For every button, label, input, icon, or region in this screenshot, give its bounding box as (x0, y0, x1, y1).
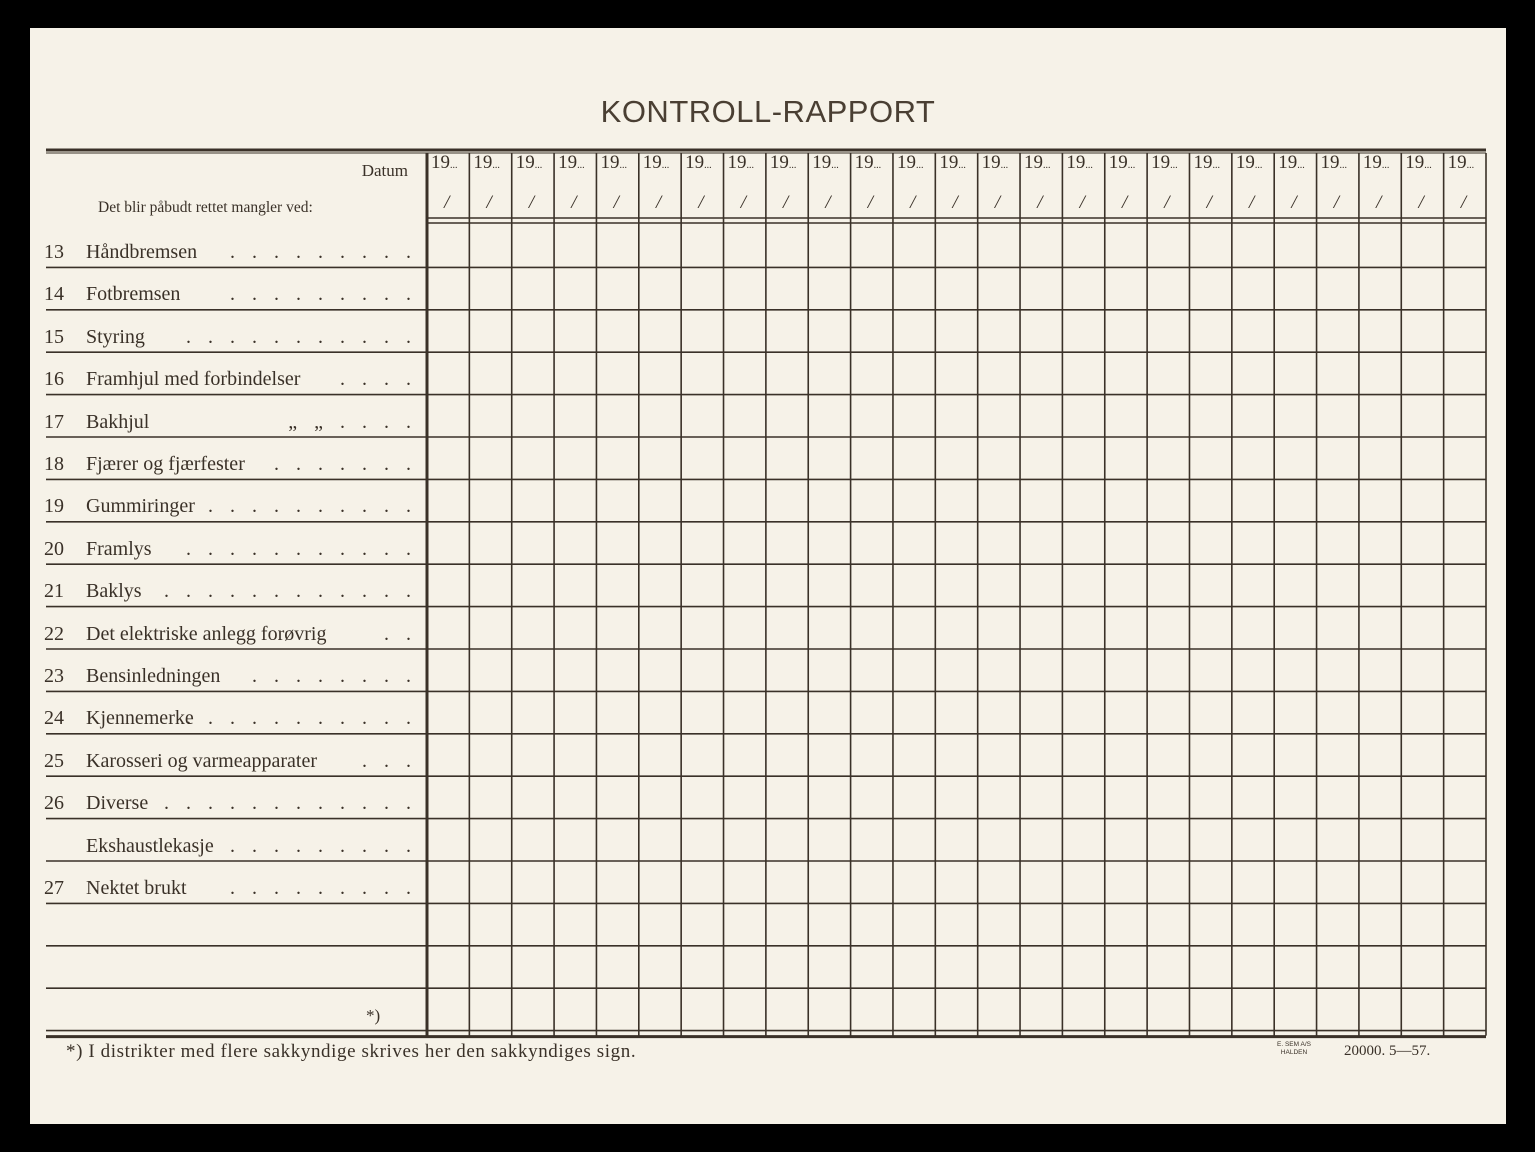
date-year-field[interactable] (431, 152, 458, 174)
year-prefix: 19 (558, 152, 578, 173)
row-label: Framlys (86, 537, 152, 560)
year-prefix: 19 (1193, 152, 1213, 173)
date-day-month-field[interactable]: / (1206, 192, 1212, 213)
date-day-month-field[interactable]: / (740, 192, 746, 213)
date-year-field[interactable] (1321, 152, 1348, 174)
date-year-field[interactable] (643, 152, 670, 174)
year-prefix: 19 (1278, 152, 1298, 173)
date-year-field[interactable] (897, 152, 924, 174)
date-year-field[interactable] (1151, 152, 1178, 174)
year-prefix: 19 (642, 152, 662, 173)
date-day-month-field[interactable]: / (1164, 192, 1170, 213)
year-blank: ... (577, 160, 585, 171)
row-label: Framhjul med forbindelser (86, 368, 301, 391)
row-label: Styring (86, 325, 145, 348)
date-year-field[interactable] (1109, 152, 1136, 174)
date-year-field[interactable] (1066, 152, 1093, 174)
row-leader-dots: . . . . . . . (274, 453, 417, 475)
date-day-month-field[interactable]: / (613, 192, 619, 213)
row-label: Kjennemerke (86, 707, 194, 730)
row-number: 27 (44, 877, 64, 899)
row-number: 26 (44, 792, 64, 815)
date-day-month-field[interactable]: / (952, 192, 958, 213)
row-label: Det elektriske anlegg forøvrig (86, 622, 327, 645)
year-blank: ... (619, 160, 627, 171)
datum-label: Datum (361, 161, 408, 180)
year-blank: ... (704, 160, 712, 171)
row-number: 25 (44, 749, 64, 772)
date-year-field[interactable] (1448, 152, 1475, 174)
row-number: 15 (44, 325, 64, 348)
footnote: *) I distrikter med flere sakkyndige skrives her den sakkyndiges sign. (66, 1041, 637, 1062)
year-blank: ... (915, 160, 924, 171)
row-leader-dots: . . . . . . . . . . . . (164, 792, 417, 815)
date-day-month-field[interactable]: / (825, 192, 831, 213)
date-year-field[interactable] (1363, 152, 1390, 174)
year-prefix: 19 (1320, 152, 1340, 173)
year-blank: ... (1043, 160, 1051, 171)
date-year-field[interactable] (600, 152, 627, 174)
year-prefix: 19 (812, 152, 832, 173)
row-number: 17 (44, 410, 64, 433)
year-blank: ... (534, 160, 543, 171)
date-year-field[interactable] (855, 152, 882, 174)
row-leader-dots: . . . . . . . . . (230, 241, 417, 263)
row-leader-dots: . . . (362, 749, 417, 772)
year-blank: ... (1466, 160, 1475, 171)
date-day-month-field[interactable]: / (1460, 192, 1467, 213)
date-day-month-field[interactable]: / (655, 192, 662, 213)
date-year-field[interactable] (1024, 152, 1051, 174)
row-label: Baklys (86, 580, 142, 603)
year-prefix: 19 (685, 152, 705, 173)
year-prefix: 19 (1024, 152, 1044, 173)
date-day-month-field[interactable]: / (1291, 192, 1297, 213)
year-blank: ... (788, 160, 797, 171)
printer-imprint (1277, 1041, 1311, 1057)
row-label: Gummiringer (86, 495, 195, 518)
date-day-month-field[interactable]: / (783, 192, 789, 213)
row-number: 22 (44, 622, 64, 645)
date-day-month-field[interactable]: / (571, 192, 577, 213)
year-blank: ... (746, 160, 755, 171)
print-info: 20000. 5—57. (1344, 1043, 1431, 1059)
year-prefix: 19 (854, 152, 874, 173)
form-sheet (30, 28, 1506, 1124)
date-year-field[interactable] (1236, 152, 1263, 174)
date-day-month-field[interactable]: / (1333, 192, 1340, 213)
date-year-field[interactable] (770, 152, 797, 174)
year-prefix: 19 (1066, 152, 1086, 173)
year-blank: ... (1212, 160, 1220, 171)
row-leader-dots: . . . . . . . . . . (208, 495, 417, 518)
year-blank: ... (492, 160, 500, 171)
row-label: Bensinledningen (86, 665, 221, 687)
date-year-field[interactable] (812, 152, 839, 174)
year-prefix: 19 (727, 152, 747, 173)
year-prefix: 19 (1447, 152, 1467, 173)
printer-city: HALDEN (1280, 1049, 1308, 1056)
date-day-month-field[interactable]: / (910, 192, 916, 213)
date-day-month-field[interactable]: / (486, 192, 492, 213)
year-prefix: 19 (1235, 152, 1255, 173)
date-day-month-field[interactable]: / (994, 192, 1001, 213)
year-blank: ... (1254, 160, 1263, 171)
date-year-field[interactable] (728, 152, 755, 174)
date-day-month-field[interactable]: / (1418, 192, 1424, 213)
year-prefix: 19 (896, 152, 916, 173)
date-year-field[interactable] (982, 152, 1009, 174)
date-year-field[interactable] (1193, 152, 1220, 174)
year-prefix: 19 (1151, 152, 1171, 173)
year-blank: ... (1339, 160, 1348, 171)
date-year-field[interactable] (558, 152, 585, 174)
row-leader-dots: . . . . . . . . . . . (186, 325, 417, 348)
year-blank: ... (1085, 160, 1093, 171)
date-day-month-field[interactable]: / (1037, 192, 1043, 213)
year-blank: ... (1000, 160, 1009, 171)
year-prefix: 19 (600, 152, 620, 173)
date-year-field[interactable] (685, 152, 712, 174)
row-label: Håndbremsen (86, 241, 198, 263)
year-prefix: 19 (981, 152, 1001, 173)
row-number: 20 (44, 537, 64, 560)
row-label: Fjærer og fjærfester (86, 453, 245, 475)
row-number: 19 (44, 495, 64, 518)
year-prefix: 19 (769, 152, 789, 173)
signature-row-mark: *) (366, 1006, 381, 1025)
row-number: 16 (44, 368, 64, 391)
row-label: Nektet brukt (86, 877, 187, 899)
date-year-field[interactable] (516, 152, 543, 174)
year-blank: ... (1381, 160, 1390, 171)
row-number: 24 (44, 707, 64, 730)
row-number: 21 (44, 580, 64, 603)
row-label: Ekshaustlekasje (86, 834, 214, 857)
printer-name: E. SEM A/S (1277, 1041, 1311, 1048)
year-blank: ... (1170, 160, 1178, 171)
year-prefix: 19 (515, 152, 535, 173)
date-day-month-field[interactable]: / (1249, 192, 1255, 213)
date-day-month-field[interactable]: / (867, 192, 874, 213)
row-leader-dots: . . . . . . . . . (230, 283, 417, 306)
row-leader-dots: . . . . (340, 368, 417, 391)
date-day-month-field[interactable]: / (1376, 192, 1382, 213)
date-day-month-field[interactable]: / (528, 192, 535, 213)
form-title: KONTROLL-RAPPORT (600, 94, 936, 129)
year-blank: ... (1297, 160, 1305, 171)
row-leader-dots: . . . . . . . . . (230, 877, 417, 899)
row-label: Fotbremsen (86, 283, 181, 306)
row-number: 14 (44, 283, 64, 306)
year-prefix: 19 (473, 152, 493, 173)
year-prefix: 19 (1108, 152, 1128, 173)
year-blank: ... (450, 160, 458, 171)
year-prefix: 19 (1362, 152, 1382, 173)
date-year-field[interactable] (1278, 152, 1305, 174)
date-day-month-field[interactable]: / (1079, 192, 1085, 213)
row-number: 18 (44, 453, 64, 475)
date-year-field[interactable] (1405, 152, 1432, 174)
year-prefix: 19 (939, 152, 959, 173)
year-blank: ... (661, 160, 670, 171)
row-leader-dots: . . (384, 622, 417, 645)
row-number: 13 (44, 241, 64, 263)
row-leader-dots: . . . . . . . . . . . (186, 537, 417, 560)
year-blank: ... (1127, 160, 1136, 171)
date-year-field[interactable] (473, 152, 500, 174)
row-label: Bakhjul (86, 410, 150, 433)
row-number: 23 (44, 665, 64, 687)
row-leader-dots: . . . . . . . . . . . (186, 707, 417, 730)
year-blank: ... (873, 160, 882, 171)
year-blank: ... (958, 160, 966, 171)
row-label: Karosseri og varmeapparater (86, 749, 317, 772)
year-blank: ... (1424, 160, 1432, 171)
row-leader-dots: „ „ . . . . (288, 410, 417, 433)
row-leader-dots: . . . . . . . . . . . . (164, 580, 417, 603)
year-prefix: 19 (1405, 152, 1425, 173)
header-note: Det blir påbudt rettet mangler ved: (98, 199, 313, 216)
year-blank: ... (831, 160, 839, 171)
inspection-grid (30, 28, 1506, 1124)
date-day-month-field[interactable]: / (444, 192, 450, 213)
date-day-month-field[interactable]: / (1121, 192, 1128, 213)
row-label: Diverse (86, 792, 149, 815)
row-leader-dots: . . . . . . . . (252, 665, 417, 687)
row-leader-dots: . . . . . . . . . (230, 834, 417, 857)
date-year-field[interactable] (939, 152, 966, 174)
year-prefix: 19 (431, 152, 450, 173)
date-day-month-field[interactable]: / (698, 192, 704, 213)
